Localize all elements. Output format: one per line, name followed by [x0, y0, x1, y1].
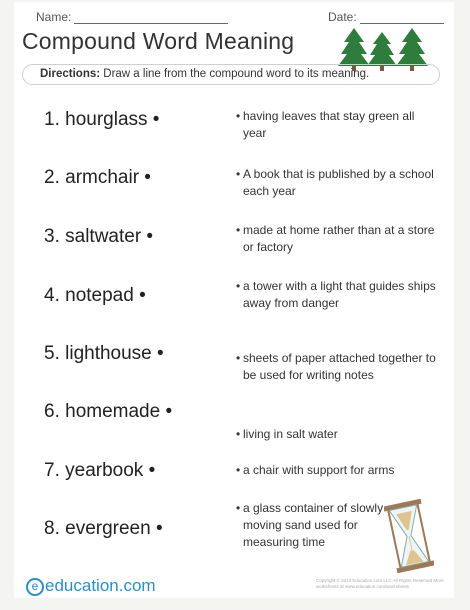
meaning-item[interactable]: • living in salt water	[236, 427, 338, 441]
meaning-item[interactable]: • made at home rather than at a store or factory	[236, 223, 435, 254]
meaning-item[interactable]: • A book that is published by a school each year	[236, 167, 434, 198]
meaning-item[interactable]: • having leaves that stay green all year	[236, 109, 415, 140]
word-item[interactable]: 6. homemade •	[44, 401, 173, 422]
education-logo[interactable]	[26, 576, 156, 596]
meaning-item[interactable]: • a tower with a light that guides ships away from danger	[236, 279, 436, 310]
word-item[interactable]: 8. evergreen •	[44, 518, 163, 539]
word-item[interactable]: 3. saltwater •	[44, 226, 154, 247]
word-item[interactable]: 4. notepad •	[44, 285, 146, 306]
meaning-item[interactable]: • sheets of paper attached together to be used for writing notes	[236, 351, 436, 382]
date-label: Date:	[328, 10, 357, 24]
name-label: Name:	[36, 10, 72, 24]
directions-label: Directions:	[40, 68, 101, 80]
logo-text: education.com	[45, 576, 156, 595]
directions-text: Draw a line from the compound word to its meaning.	[100, 68, 370, 80]
directions	[40, 68, 369, 80]
word-item[interactable]: 7. yearbook •	[44, 460, 156, 481]
meaning-item[interactable]: • a chair with support for arms	[236, 463, 395, 477]
word-item[interactable]: 1. hourglass •	[44, 109, 160, 130]
date-line	[360, 23, 444, 24]
meaning-item[interactable]: • a glass container of slowly moving sand used for measuring time	[236, 501, 384, 549]
name-line	[74, 23, 228, 24]
logo-e-icon: e	[26, 578, 44, 596]
hourglass-icon	[384, 498, 434, 574]
page-title: Compound Word Meaning	[22, 28, 295, 54]
word-item[interactable]: 2. armchair •	[44, 167, 151, 188]
word-item[interactable]: 5. lighthouse •	[44, 343, 164, 364]
copyright-text: Copyright © 2013 Education.com LLC All Rights Reserved More worksheets at www.education.com/worksheets	[316, 578, 444, 589]
